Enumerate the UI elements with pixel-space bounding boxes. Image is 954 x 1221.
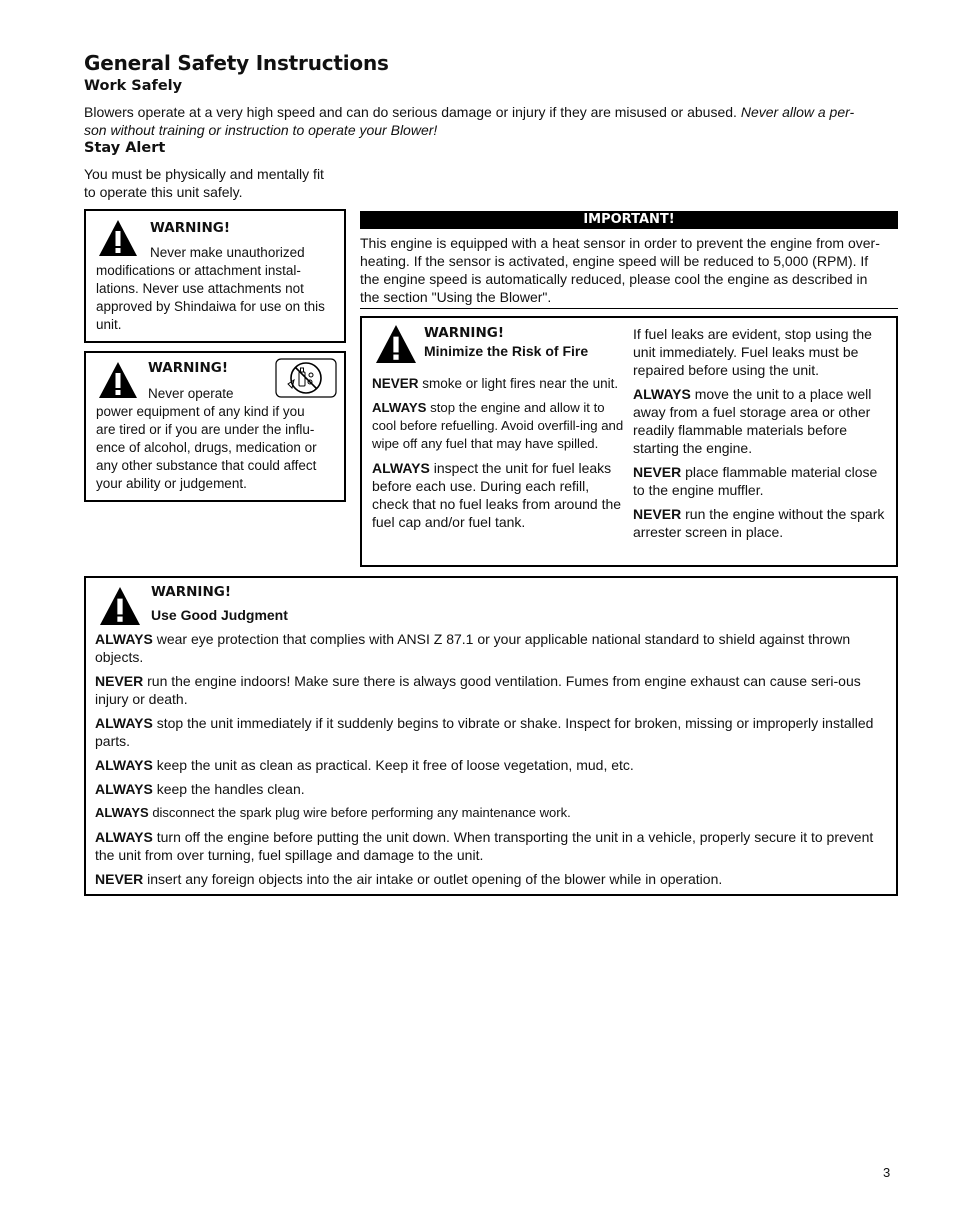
stay-alert-line-2: to operate this unit safely. — [84, 184, 243, 200]
fire-item — [372, 399, 627, 453]
warning-line: lations. Never use attachments not — [96, 281, 304, 296]
warning-triangle-icon — [98, 219, 138, 257]
divider — [360, 308, 898, 309]
keyword: ALWAYS — [633, 386, 691, 402]
keyword: ALWAYS — [95, 631, 153, 647]
warning-triangle-icon — [98, 586, 142, 626]
good-judgment-box — [84, 576, 898, 896]
page-title: General Safety Instructions — [84, 51, 389, 75]
keyword: NEVER — [95, 871, 144, 887]
keyword: NEVER — [633, 464, 682, 480]
item-text: keep the handles clean. — [152, 781, 305, 797]
keyword: ALWAYS — [95, 781, 153, 797]
fire-intro: If fuel leaks are evident, stop using the unit immediately. Fuel leaks must be repaired before using the unit. — [633, 326, 872, 378]
judgment-item — [95, 780, 887, 798]
fire-item — [372, 459, 627, 531]
keyword: ALWAYS — [95, 829, 153, 845]
warning-line: power equipment of any kind if you — [96, 404, 305, 419]
important-line: heating. If the sensor is activated, engine speed will be reduced to 5,000 (RPM). If — [360, 253, 869, 269]
judgment-item — [95, 630, 887, 666]
warning-line: are tired or if you are under the influ- — [96, 422, 315, 437]
keyword: NEVER — [633, 506, 682, 522]
warning-line: Never make unauthorized — [150, 245, 305, 260]
keyword: ALWAYS — [95, 805, 149, 820]
fire-risk-box — [360, 316, 898, 567]
work-safely-text — [84, 103, 894, 139]
judgment-item — [95, 672, 887, 708]
warning-text — [96, 262, 341, 334]
keyword: ALWAYS — [95, 757, 153, 773]
important-line: This engine is equipped with a heat sensor in order to prevent the engine from over- — [360, 235, 880, 251]
judgment-item — [95, 756, 887, 774]
warning-title: WARNING! — [424, 325, 504, 341]
judgment-list — [95, 630, 887, 894]
keyword: ALWAYS — [95, 715, 153, 731]
warning-impairment-box — [84, 351, 346, 502]
item-text: place flammable material close to the engine muffler. — [633, 464, 878, 498]
stay-alert-heading: Stay Alert — [84, 140, 166, 156]
work-safely-text-italic-2: son without training or instruction to operate your Blower! — [84, 122, 438, 138]
no-alcohol-drugs-icon — [275, 358, 337, 398]
warning-title: WARNING! — [150, 220, 230, 236]
fire-left-column — [372, 375, 627, 537]
warning-subtitle: Use Good Judgment — [151, 607, 288, 623]
important-text — [360, 234, 900, 306]
warning-line: unit. — [96, 317, 122, 332]
item-text: move the unit to a place well away from a fuel storage area or other readily flammable materials before starting the engine. — [633, 386, 872, 456]
stay-alert-text — [84, 165, 354, 201]
work-safely-heading: Work Safely — [84, 78, 183, 94]
warning-line: modifications or attachment instal- — [96, 263, 301, 278]
warning-line: approved by Shindaiwa for use on this — [96, 299, 325, 314]
keyword: NEVER — [372, 376, 419, 391]
fire-item — [633, 505, 891, 541]
warning-line: your ability or judgement. — [96, 476, 247, 491]
warning-triangle-icon — [374, 324, 418, 364]
warning-triangle-icon — [98, 361, 138, 399]
page-number: 3 — [883, 1165, 891, 1180]
warning-title: WARNING! — [148, 360, 228, 376]
keyword: NEVER — [95, 673, 144, 689]
keyword: ALWAYS — [372, 460, 430, 476]
item-text: stop the engine and allow it to cool before refuelling. Avoid overfill-ing and wipe off any fuel that may have spilled. — [372, 400, 624, 451]
important-line: the engine speed is automatically reduced, please cool the engine as described in — [360, 271, 868, 287]
fire-item — [633, 463, 891, 499]
warning-text — [96, 403, 341, 493]
item-text: disconnect the spark plug wire before performing any maintenance work. — [148, 805, 571, 820]
item-text: wear eye protection that complies with ANSI Z 87.1 or your applicable national standard to shield against thrown objects. — [95, 631, 851, 665]
item-text: stop the unit immediately if it suddenly begins to vibrate or shake. Inspect for broken, missing or improperly installed parts. — [95, 715, 874, 749]
warning-title: WARNING! — [151, 584, 231, 600]
important-line: the section "Using the Blower". — [360, 289, 552, 305]
item-text: keep the unit as clean as practical. Keep it free of loose vegetation, mud, etc. — [152, 757, 634, 773]
judgment-item — [95, 870, 887, 888]
item-text: run the engine indoors! Make sure there is always good ventilation. Fumes from engine exhaust can cause seri-ous injury or death. — [95, 673, 861, 707]
stay-alert-line-1: You must be physically and mentally fit — [84, 166, 324, 182]
judgment-item — [95, 828, 887, 864]
warning-line: any other substance that could affect — [96, 458, 317, 473]
warning-line: ence of alcohol, drugs, medication or — [96, 440, 317, 455]
fire-item — [372, 375, 627, 393]
keyword: ALWAYS — [372, 400, 427, 415]
judgment-item — [95, 714, 887, 750]
work-safely-text-main: Blowers operate at a very high speed and can do serious damage or injury if they are misused or abused. — [84, 104, 737, 120]
item-text: turn off the engine before putting the unit down. When transporting the unit in a vehicle, properly secure it to prevent the unit from over turning, fuel spillage and damage to the unit. — [95, 829, 874, 863]
important-banner: IMPORTANT! — [360, 211, 898, 229]
warning-line: Never operate — [148, 386, 234, 401]
item-text: run the engine without the spark arrester screen in place. — [633, 506, 885, 540]
warning-subtitle: Minimize the Risk of Fire — [424, 343, 589, 359]
judgment-item — [95, 804, 887, 822]
work-safely-text-italic-1: Never allow a per- — [740, 104, 855, 120]
fire-right-column — [633, 325, 891, 547]
fire-item — [633, 385, 891, 457]
item-text: smoke or light fires near the unit. — [418, 376, 619, 391]
item-text: insert any foreign objects into the air intake or outlet opening of the blower while in operation. — [143, 871, 723, 887]
item-text: inspect the unit for fuel leaks before each use. During each refill, check that no fuel leaks from around the fuel cap and/or fuel tank. — [372, 460, 622, 530]
warning-modifications-box — [84, 209, 346, 343]
